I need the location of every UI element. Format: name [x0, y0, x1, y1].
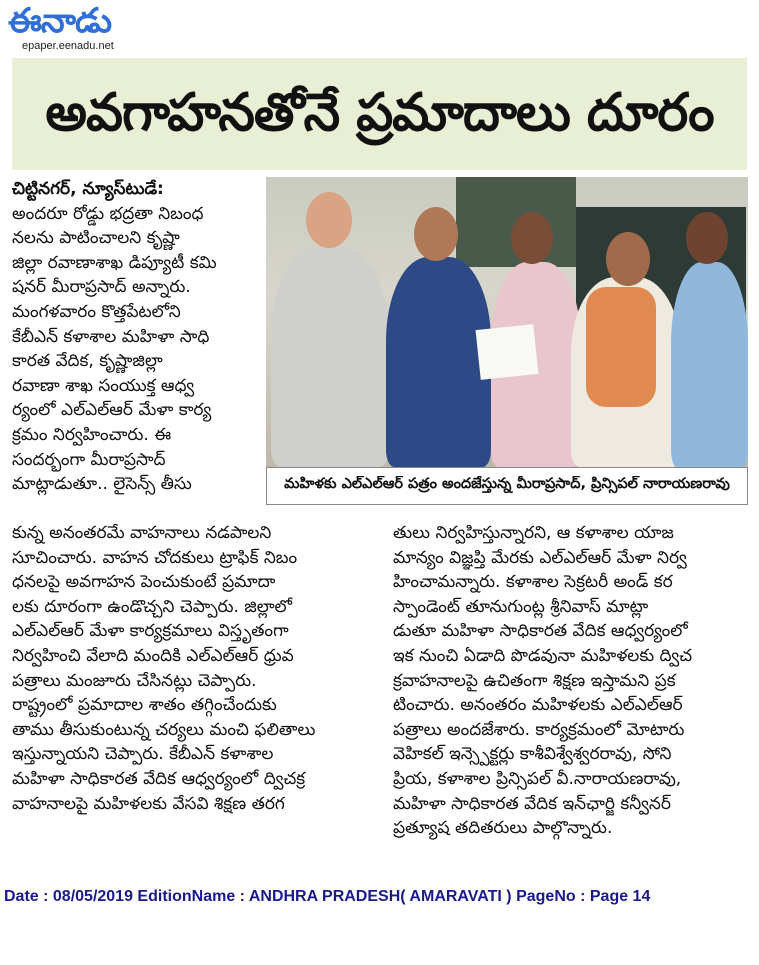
article-line: నలను పాటించాలని కృష్ణా — [12, 228, 180, 249]
article-line: కేబీఎన్ కళాశాల మహిళా సాధి — [12, 326, 210, 347]
article-line: తులు నిర్వహిస్తున్నారని, ఆ కళాశాల యాజ — [393, 523, 674, 543]
article-line: కారత వేదిక, కృష్ణాజిల్లా — [12, 351, 163, 372]
person-head — [511, 212, 553, 264]
person-head — [306, 192, 352, 248]
article-line: వాహనాలపై మహిళలకు వేసవి శిక్షణ తరగ — [12, 793, 285, 814]
article-line: క్రమం నిర్వహించారు. ఈ — [12, 424, 172, 445]
article-line: తాము తీసుకుంటున్న చర్యలు మంచి ఫలితాలు — [12, 719, 316, 740]
edition-footer: Date : 08/05/2019 EditionName : ANDHRA PRADESH( AMARAVATI ) PageNo : Page 14 — [4, 888, 651, 905]
article-line: ఇస్తున్నాయని చెప్పారు. కేబీఎన్ కళాశాల — [12, 744, 274, 765]
article-line: మాట్లాడుతూ.. లైసెన్స్ తీసు — [12, 474, 192, 495]
person-blue-shirt — [386, 257, 491, 467]
article-column-left — [12, 177, 264, 497]
person-grey-suit — [271, 247, 389, 467]
article-line: డుతూ మహిళా సాధికారత వేదిక ఆధ్వర్యంలో — [393, 621, 688, 642]
person-head — [606, 232, 650, 286]
article-line: మహిళా సాధికారత వేదిక ఇన్‌ఛార్జి కన్వీనర్ — [393, 793, 671, 814]
article-line: నిర్వహించి వేలాది మందికి ఎల్ఎల్ఆర్ ధ్రువ — [12, 645, 294, 666]
article-line: వెహికల్ ఇన్స్పెక్టర్లు కాశీవిశ్వేశ్వరరావు, సోని — [393, 744, 672, 765]
article-line: షనర్ మీరాప్రసాద్ అన్నారు. — [12, 277, 191, 298]
article-line: హించామన్నారు. కళాశాల సెక్రటరీ అండ్ కర — [393, 572, 673, 593]
masthead — [8, 2, 148, 52]
article-line: ఇక నుంచి ఏడాది పొడవునా మహిళలకు ద్విచ — [393, 645, 693, 666]
article-line: ధనలపై అవగాహన పెంచుకుంటే ప్రమాదా — [12, 572, 276, 593]
certificate-paper — [476, 324, 539, 380]
headline-banner — [12, 58, 747, 170]
article-line: పత్రాలు అందజేశారు. కార్యక్రమంలో మోటారు — [393, 719, 685, 740]
article-line: ర్యంలో ఎల్ఎల్ఆర్ మేళా కార్య — [12, 400, 212, 421]
article-line: సూచించారు. వాహన చోదకులు ట్రాఫిక్ నిబం — [12, 547, 298, 568]
article-column-bottom-left — [12, 521, 382, 816]
eenadu-logo: ఈనాడు — [8, 1, 112, 41]
orange-scarf — [586, 287, 656, 407]
article-headline: అవగాహనతోనే ప్రమాదాలు దూరం — [45, 83, 714, 143]
epaper-url[interactable]: epaper.eenadu.net — [22, 40, 114, 52]
person-head — [414, 207, 458, 261]
news-photo — [266, 177, 748, 467]
article-line: మంగళవారం కొత్తపేటలోని — [12, 301, 181, 322]
article-line: క్రవాహనాలపై ఉచితంగా శిక్షణ ఇస్తామని ప్రక — [393, 670, 676, 691]
article-line: టించారు. అనంతరం మహిళలకు ఎల్ఎల్ఆర్ — [393, 695, 683, 716]
article-column-bottom-right — [393, 521, 747, 841]
article-line: చిట్టినగర్, న్యూస్‌టుడే: — [12, 179, 164, 199]
person-head — [686, 212, 728, 264]
article-line: పత్రాలు మంజూరు చేసినట్లు చెప్పారు. — [12, 670, 257, 691]
photo-caption: మహిళకు ఎల్ఎల్ఆర్ పత్రం అందజేస్తున్న మీరాప్రసాద్, ప్రిన్సిపల్ నారాయణరావు — [284, 476, 730, 492]
article-line: ఎల్ఎల్ఆర్ మేళా కార్యక్రమాలు విస్తృతంగా — [12, 621, 289, 642]
article-line: మాన్యం విజ్ఞప్తి మేరకు ఎల్ఎల్ఆర్ మేళా నిర్వ — [393, 547, 687, 568]
article-line: కున్న అనంతరమే వాహనాలు నడపాలని — [12, 523, 272, 543]
article-line: ప్రత్యూష తదితరులు పాల్గొన్నారు. — [393, 818, 613, 839]
article-line: అందరూ రోడ్డు భద్రతా నిబంధ — [12, 203, 204, 224]
article-line: ప్రియ, కళాశాల ప్రిన్సిపల్ వీ.నారాయణరావు, — [393, 768, 682, 789]
article-line: రవాణా శాఖ సంయుక్త ఆధ్వ — [12, 375, 195, 396]
article-line: సందర్భంగా మీరాప్రసాద్ — [12, 449, 166, 470]
photo-caption-box — [266, 467, 748, 505]
article-line: రాష్ట్రంలో ప్రమాదాల శాతం తగ్గించేందుకు — [12, 695, 277, 716]
article-line: స్పాండెంట్ తూనుగుంట్ల శ్రీనివాస్ మాట్లా — [393, 596, 649, 617]
article-line: మహిళా సాధికారత వేదిక ఆధ్వర్యంలో ద్విచక్ర — [12, 768, 306, 789]
article-line: జిల్లా రవాణాశాఖ డిప్యూటీ కమి — [12, 252, 217, 273]
article-line: లకు దూరంగా ఉండొచ్చని చెప్పారు. జిల్లాలో — [12, 596, 293, 617]
person-woman-blue — [671, 262, 748, 467]
